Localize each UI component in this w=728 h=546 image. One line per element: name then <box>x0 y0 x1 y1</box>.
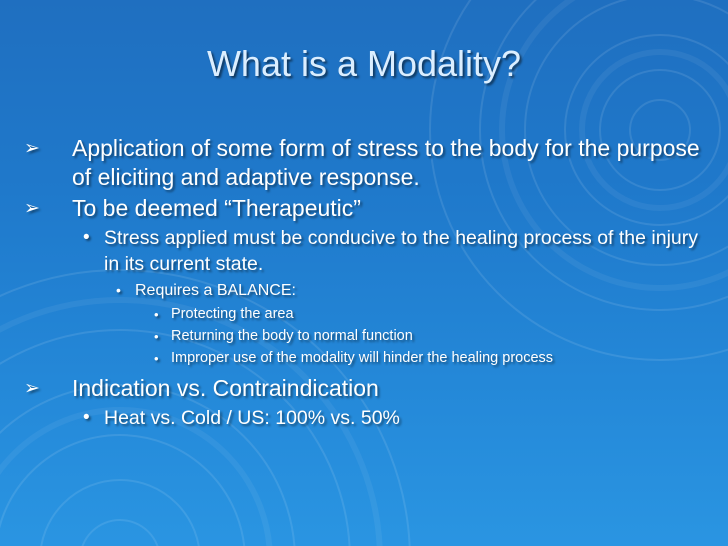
sub-bullet-heat-vs-cold <box>22 405 712 431</box>
sub-bullet-requires-balance <box>22 280 712 301</box>
bullet-text: Protecting the area <box>171 306 294 322</box>
sub-bullet-improper-use <box>22 349 712 368</box>
bullet-text: Improper use of the modality will hinder the healing process <box>171 350 554 366</box>
dot-bullet-icon: • <box>154 351 159 366</box>
arrow-bullet-icon: ➢ <box>24 198 40 219</box>
bullet-text: Requires a BALANCE: <box>135 282 296 299</box>
bullet-text: Stress applied must be conducive to the healing process of the injury in its current state. <box>104 227 699 275</box>
arrow-bullet-icon: ➢ <box>24 378 40 399</box>
bullet-text: To be deemed “Therapeutic” <box>72 195 361 221</box>
sub-bullet-returning-body <box>22 327 712 346</box>
bullet-text: Application of some form of stress to the body for the purpose of eliciting and adaptive response. <box>72 135 700 190</box>
dot-bullet-icon: • <box>154 329 159 344</box>
bullet-item-application <box>22 134 712 192</box>
dot-bullet-icon: • <box>116 282 121 298</box>
bullet-text: Returning the body to normal function <box>171 328 413 344</box>
bullet-item-indication <box>22 374 712 403</box>
dot-bullet-icon: • <box>83 227 90 248</box>
bullet-text: Indication vs. Contraindication <box>72 375 379 401</box>
slide-title: What is a Modality? <box>206 43 522 84</box>
sub-bullet-stress-applied <box>22 225 712 277</box>
dot-bullet-icon: • <box>154 307 159 322</box>
arrow-bullet-icon: ➢ <box>24 138 40 159</box>
dot-bullet-icon: • <box>83 407 90 428</box>
bullet-list <box>22 134 712 434</box>
sub-bullet-protecting-area <box>22 305 712 324</box>
bullet-item-therapeutic <box>22 194 712 223</box>
bullet-text: Heat vs. Cold / US: 100% vs. 50% <box>104 407 400 429</box>
